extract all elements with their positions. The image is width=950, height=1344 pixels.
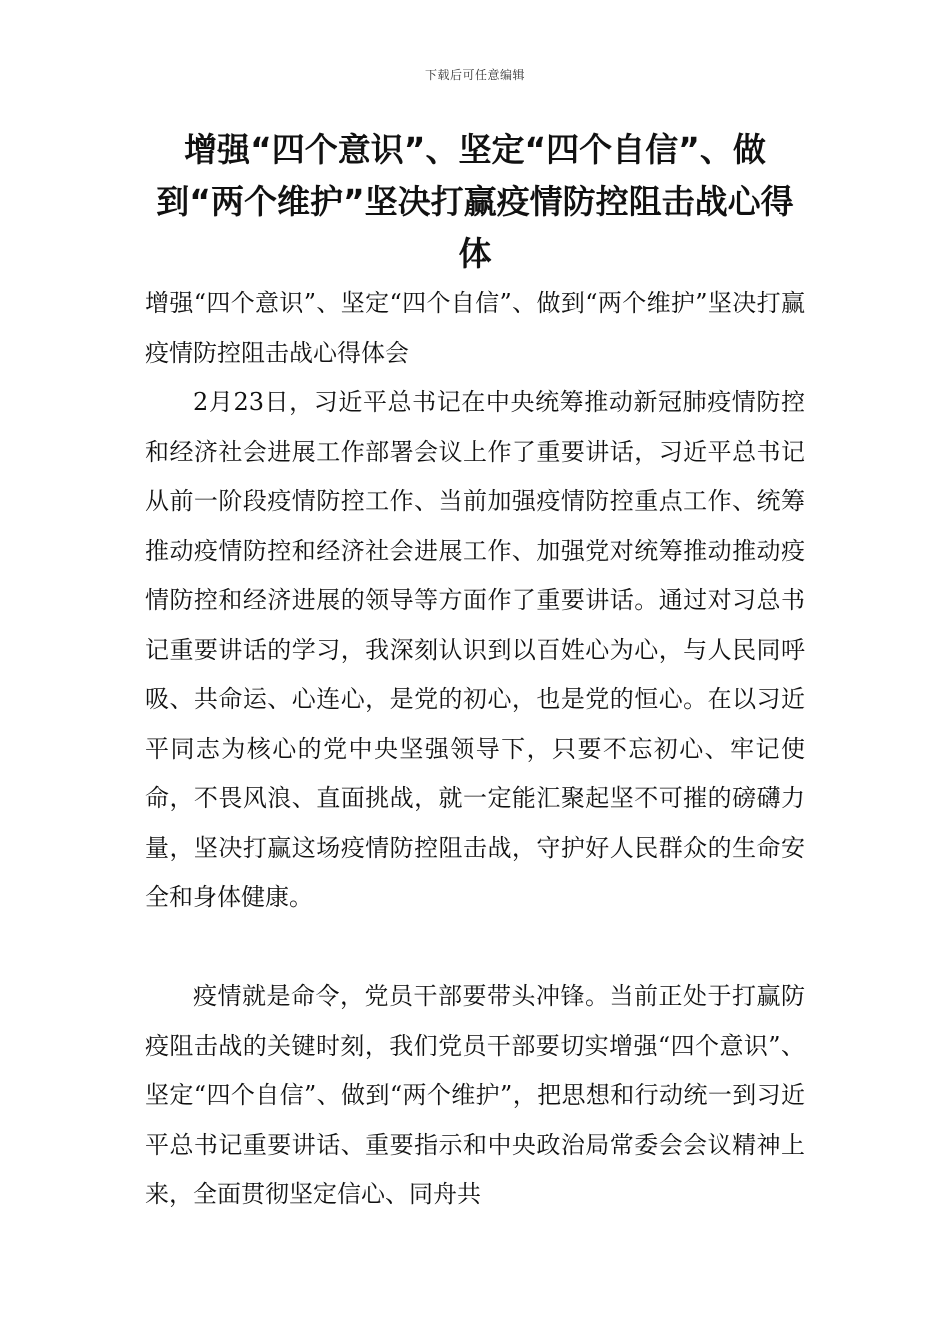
document-title: 增强“四个意识”、坚定“四个自信”、做到“两个维护”坚决打赢疫情防控阻击战心得体 xyxy=(156,130,794,273)
document-body xyxy=(145,279,805,1220)
paragraph-1: 2月23日，习近平总书记在中央统筹推动新冠肺疫情防控和经济社会进展工作部署会议上作了重要讲话，习近平总书记从前一阶段疫情防控工作、当前加强疫情防控重点工作、统筹推动疫情防控和经济社会进展工作、加强党对统筹推动推动疫情防控和经济进展的领导等方面作了重要讲话。通过对习总书记重要讲话的学习，我深刻认识到以百姓心为心，与人民同呼吸、共命运、心连心，是党的初心，也是党的恒心。在以习近平同志为核心的党中央坚强领导下，只要不忘初心、牢记使命，不畏风浪、直面挑战，就一定能汇聚起坚不可摧的磅礴力量，坚决打赢这场疫情防控阻击战，守护好人民群众的生命安全和身体健康。 xyxy=(145,388,805,911)
subtitle-line: 增强“四个意识”、坚定“四个自信”、做到“两个维护”坚决打赢疫情防控阻击战心得体会 xyxy=(145,289,805,367)
header-note: 下载后可任意编辑 xyxy=(424,68,525,82)
paragraph-2: 疫情就是命令，党员干部要带头冲锋。当前正处于打赢防疫阻击战的关键时刻，我们党员干部要切实增强“四个意识”、坚定“四个自信”、做到“两个维护”，把思想和行动统一到习近平总书记重要讲话、重要指示和中央政治局常委会会议精神上来，全面贯彻坚定信心、同舟共 xyxy=(145,982,805,1208)
